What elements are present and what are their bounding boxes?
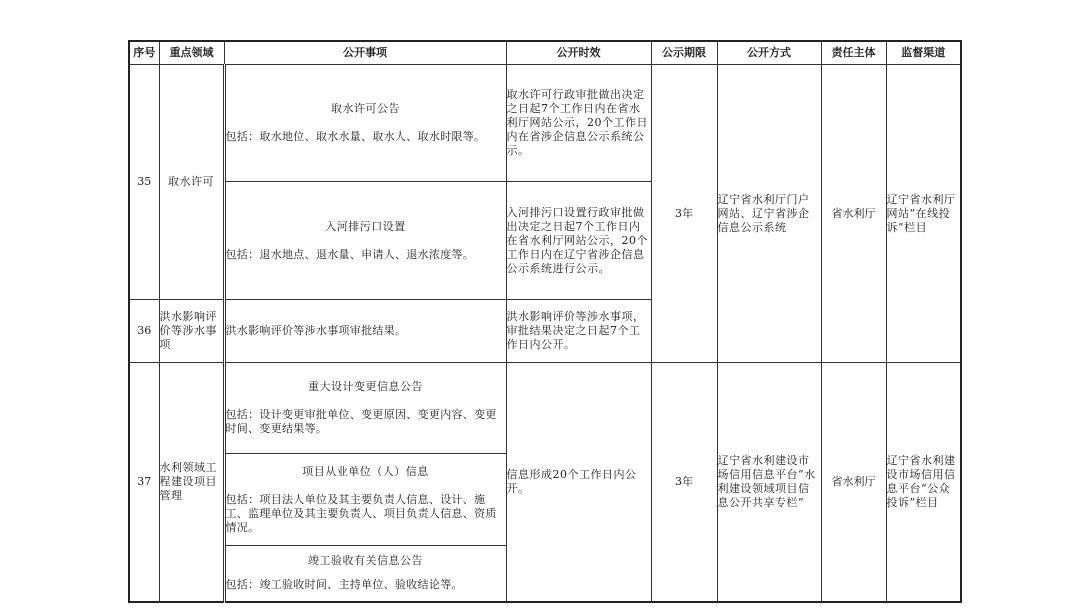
timeliness-cell: 洪水影响评价等涉水事项，审批结果决定之日起7个工作日内公开。 [506, 300, 651, 363]
table-row [129, 363, 961, 454]
period-cell: 3年 [651, 363, 717, 602]
item-title: 竣工验收有关信息公告 [308, 554, 423, 568]
item-title: 重大设计变更信息公告 [308, 380, 423, 393]
channel-cell: 辽宁省水利建设市场信用信息平台“公众投诉”栏目 [886, 363, 961, 602]
item-detail: 包括：设计变更审批单位、变更原因、变更内容、变更时间、变更结果等。 [225, 408, 497, 435]
timeliness-cell: 信息形成20个工作日内公开。 [506, 363, 651, 602]
row-number: 36 [129, 300, 159, 363]
row-number: 37 [129, 363, 159, 602]
method-cell: 辽宁省水利建设市场信用信息平台“水利建设领域项目信息公开共享专栏” [717, 363, 821, 602]
header-method: 公开方式 [717, 41, 821, 65]
item-cell [224, 454, 506, 546]
timeliness-cell: 取水许可行政审批做出决定之日起7个工作日内在省水利厅网站公示，20个工作日内在省涉企信息公示系统公示。 [506, 65, 651, 182]
table-row [129, 65, 961, 182]
item-detail: 包括：项目法人单位及其主要负责人信息、设计、施工、监理单位及其主要负责人、项目负责人信息、资质情况。 [225, 492, 497, 534]
method-cell: 辽宁省水利厅门户网站、辽宁省涉企信息公示系统 [717, 65, 821, 363]
item-detail: 包括：退水地点、退水量、申请人、退水浓度等。 [225, 247, 475, 261]
item-title: 项目从业单位（人）信息 [302, 464, 429, 478]
item-detail: 包括：竣工验收时间、主持单位、验收结论等。 [225, 578, 463, 592]
item-cell [224, 65, 506, 182]
item-detail: 洪水影响评价等涉水事项审批结果。 [225, 324, 407, 337]
item-title: 入河排污口设置 [325, 219, 406, 233]
owner-cell: 省水利厅 [821, 65, 886, 363]
header-timeliness: 公开时效 [506, 41, 651, 65]
row-area: 取水许可 [159, 65, 224, 300]
item-cell [224, 363, 506, 454]
row-area: 洪水影响评价等涉水事项 [159, 300, 224, 363]
row-number: 35 [129, 65, 159, 300]
header-owner: 责任主体 [821, 41, 886, 65]
item-cell [224, 182, 506, 300]
item-detail: 包括：取水地位、取水水量、取水人、取水时限等。 [225, 130, 486, 143]
item-cell [224, 300, 506, 363]
header-item: 公开事项 [224, 41, 506, 65]
item-cell [224, 546, 506, 602]
header-area: 重点领域 [159, 41, 224, 65]
owner-cell: 省水利厅 [821, 363, 886, 602]
item-title: 取水许可公告 [331, 102, 400, 115]
header-row [129, 41, 961, 65]
header-period: 公示期限 [651, 41, 717, 65]
channel-cell: 辽宁省水利厅网站“在线投诉”栏目 [886, 65, 961, 363]
period-cell: 3年 [651, 65, 717, 363]
timeliness-cell: 入河排污口设置行政审批做出决定之日起7个工作日内在省水利厅网站公示，20个工作日内在辽宁省涉企信息公示系统进行公示。 [506, 182, 651, 300]
header-number: 序号 [129, 41, 159, 65]
header-channel: 监督渠道 [886, 41, 961, 65]
disclosure-table [128, 40, 962, 603]
row-area: 水利领域工程建设项目管理 [159, 363, 224, 602]
